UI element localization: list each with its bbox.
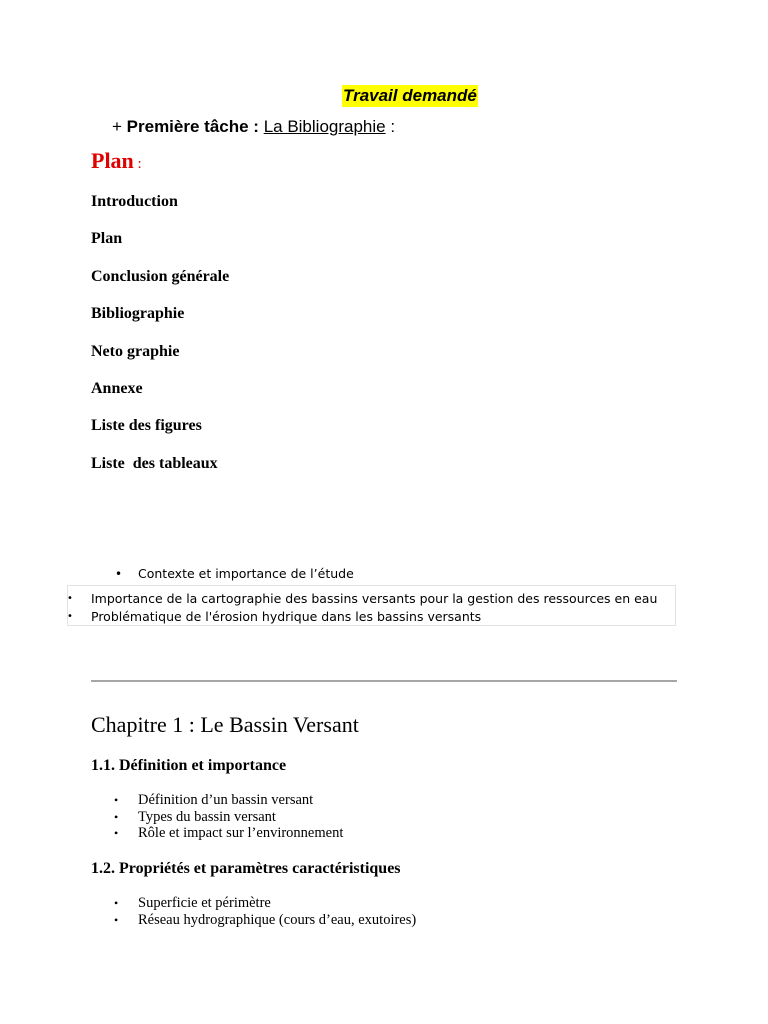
plan-item: Annexe (91, 379, 143, 397)
task-suffix: : (385, 117, 396, 136)
section-item: • Réseau hydrographique (cours d’eau, exutoires) (138, 912, 416, 929)
section-item: • Rôle et impact sur l’environnement (138, 825, 343, 842)
plan-list (91, 191, 229, 490)
context-item: • Contexte et importance de l’étude (138, 565, 354, 583)
bibliography-link[interactable]: La Bibliographie (263, 117, 386, 136)
first-task-line (112, 116, 395, 138)
section-title: 1.1. Définition et importance (91, 757, 287, 774)
context-list (138, 565, 354, 583)
context-box-list (91, 590, 657, 626)
task-prefix: + (112, 117, 127, 136)
plan-item: Bibliographie (91, 305, 185, 323)
plan-item: Conclusion générale (91, 267, 230, 285)
plan-item: Liste des tableaux (91, 454, 218, 472)
plan-item: Introduction (91, 193, 178, 210)
context-box-item: • Problématique de l'érosion hydrique dans les bassins versants (91, 608, 657, 626)
chapter-title: Chapitre 1 : Le Bassin Versant (91, 712, 359, 737)
horizontal-divider (91, 680, 677, 682)
section-item: • Types du bassin versant (138, 809, 343, 826)
task-label: Première tâche : (126, 117, 259, 136)
plan-item: Plan (91, 230, 123, 248)
section-item: • Définition d’un bassin versant (138, 792, 343, 809)
plan-item: Liste des figures (91, 417, 202, 435)
plan-heading-label: Plan (91, 148, 134, 173)
document-title: Travail demandé (343, 86, 477, 105)
section-list (138, 895, 416, 928)
section-list (138, 792, 343, 842)
section-title: 1.2. Propriétés et paramètres caractéristiques (91, 860, 401, 877)
context-box-item: • Importance de la cartographie des bassins versants pour la gestion des ressources en eau (91, 590, 657, 608)
plan-heading (91, 147, 142, 178)
section-item: • Superficie et périmètre (138, 895, 416, 912)
plan-item: Neto graphie (91, 342, 180, 360)
plan-heading-colon: : (133, 156, 142, 172)
